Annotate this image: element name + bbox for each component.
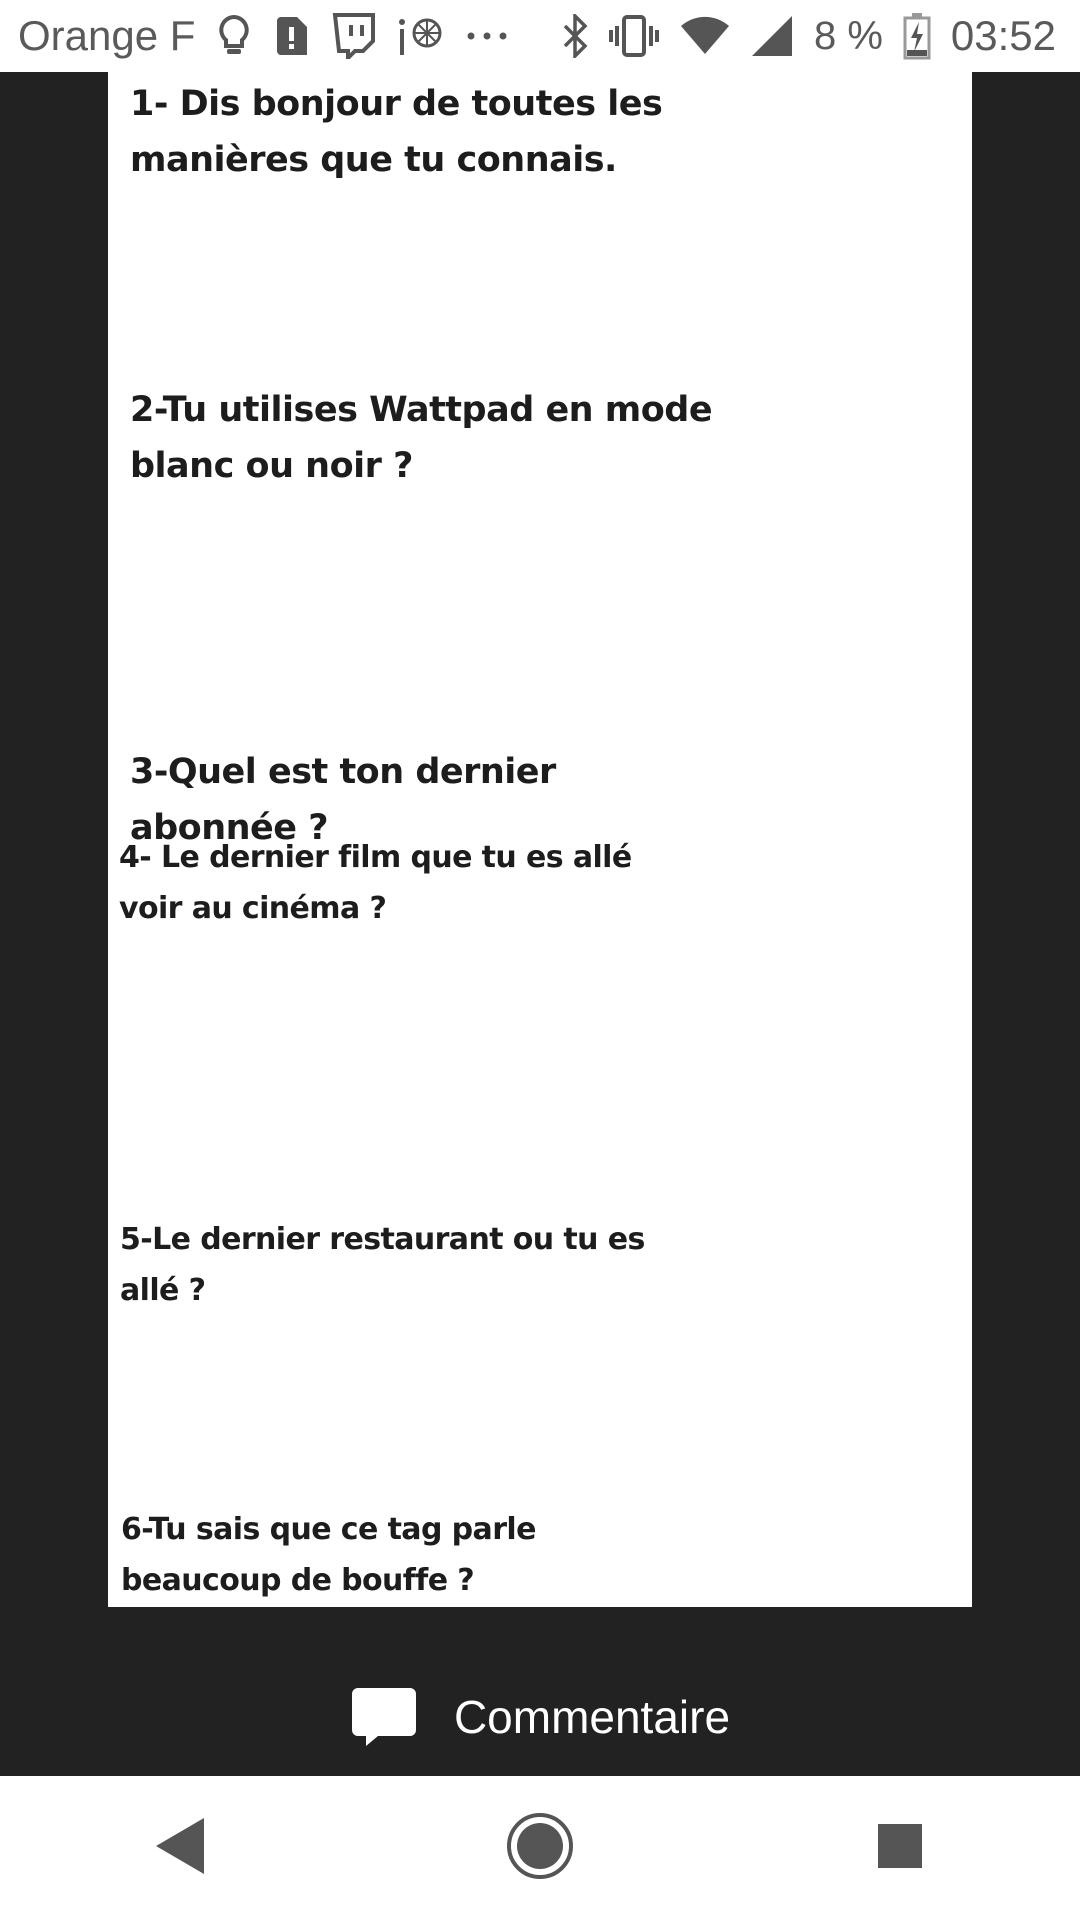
comment-label: Commentaire	[453, 1691, 731, 1743]
carrier-name: Orange F	[18, 12, 196, 59]
question-text: abonnée ?	[130, 808, 329, 848]
question-5	[120, 1214, 940, 1316]
reading-view	[0, 72, 1080, 1776]
vibrate-icon	[608, 14, 660, 58]
battery-charging-icon	[903, 12, 931, 60]
status-bar	[0, 0, 1080, 72]
question-text: voir au cinéma ?	[119, 891, 387, 926]
home-icon	[505, 1811, 575, 1886]
question-text: 1- Dis bonjour de toutes les	[130, 84, 663, 124]
chapter-image	[108, 72, 972, 1607]
question-text: 4- Le dernier film que tu es allé	[119, 840, 632, 875]
sim-alert-icon	[273, 15, 309, 57]
signal-icon	[750, 14, 794, 58]
question-text: manières que tu connais.	[130, 140, 617, 180]
wifi-icon	[680, 16, 730, 56]
clock-time: 03:52	[950, 12, 1056, 59]
question-text: 3-Quel est ton dernier	[130, 752, 556, 792]
question-1	[130, 76, 950, 188]
recents-button[interactable]	[840, 1788, 960, 1908]
twitch-icon	[331, 13, 375, 59]
question-text: beaucoup de bouffe ?	[121, 1563, 475, 1598]
more-dots-icon	[465, 31, 509, 41]
question-text: allé ?	[120, 1273, 206, 1308]
question-text: 5-Le dernier restaurant ou tu es	[120, 1222, 645, 1257]
comment-icon	[350, 1686, 418, 1748]
comment-button[interactable]	[0, 1662, 1080, 1772]
recents-icon	[876, 1822, 924, 1875]
question-text: 6-Tu sais que ce tag parle	[121, 1512, 536, 1547]
notification-app-icon	[397, 15, 443, 57]
bluetooth-icon	[562, 14, 588, 58]
battery-percent: 8 %	[813, 13, 883, 58]
question-4	[119, 832, 939, 934]
question-text: blanc ou noir ?	[130, 446, 413, 486]
back-button[interactable]	[120, 1788, 240, 1908]
question-2	[130, 382, 950, 494]
back-icon	[152, 1816, 208, 1881]
home-button[interactable]	[480, 1788, 600, 1908]
question-6	[121, 1504, 941, 1606]
lightbulb-icon	[217, 14, 251, 58]
question-text: 2-Tu utilises Wattpad en mode	[130, 390, 713, 430]
navigation-bar	[0, 1776, 1080, 1920]
